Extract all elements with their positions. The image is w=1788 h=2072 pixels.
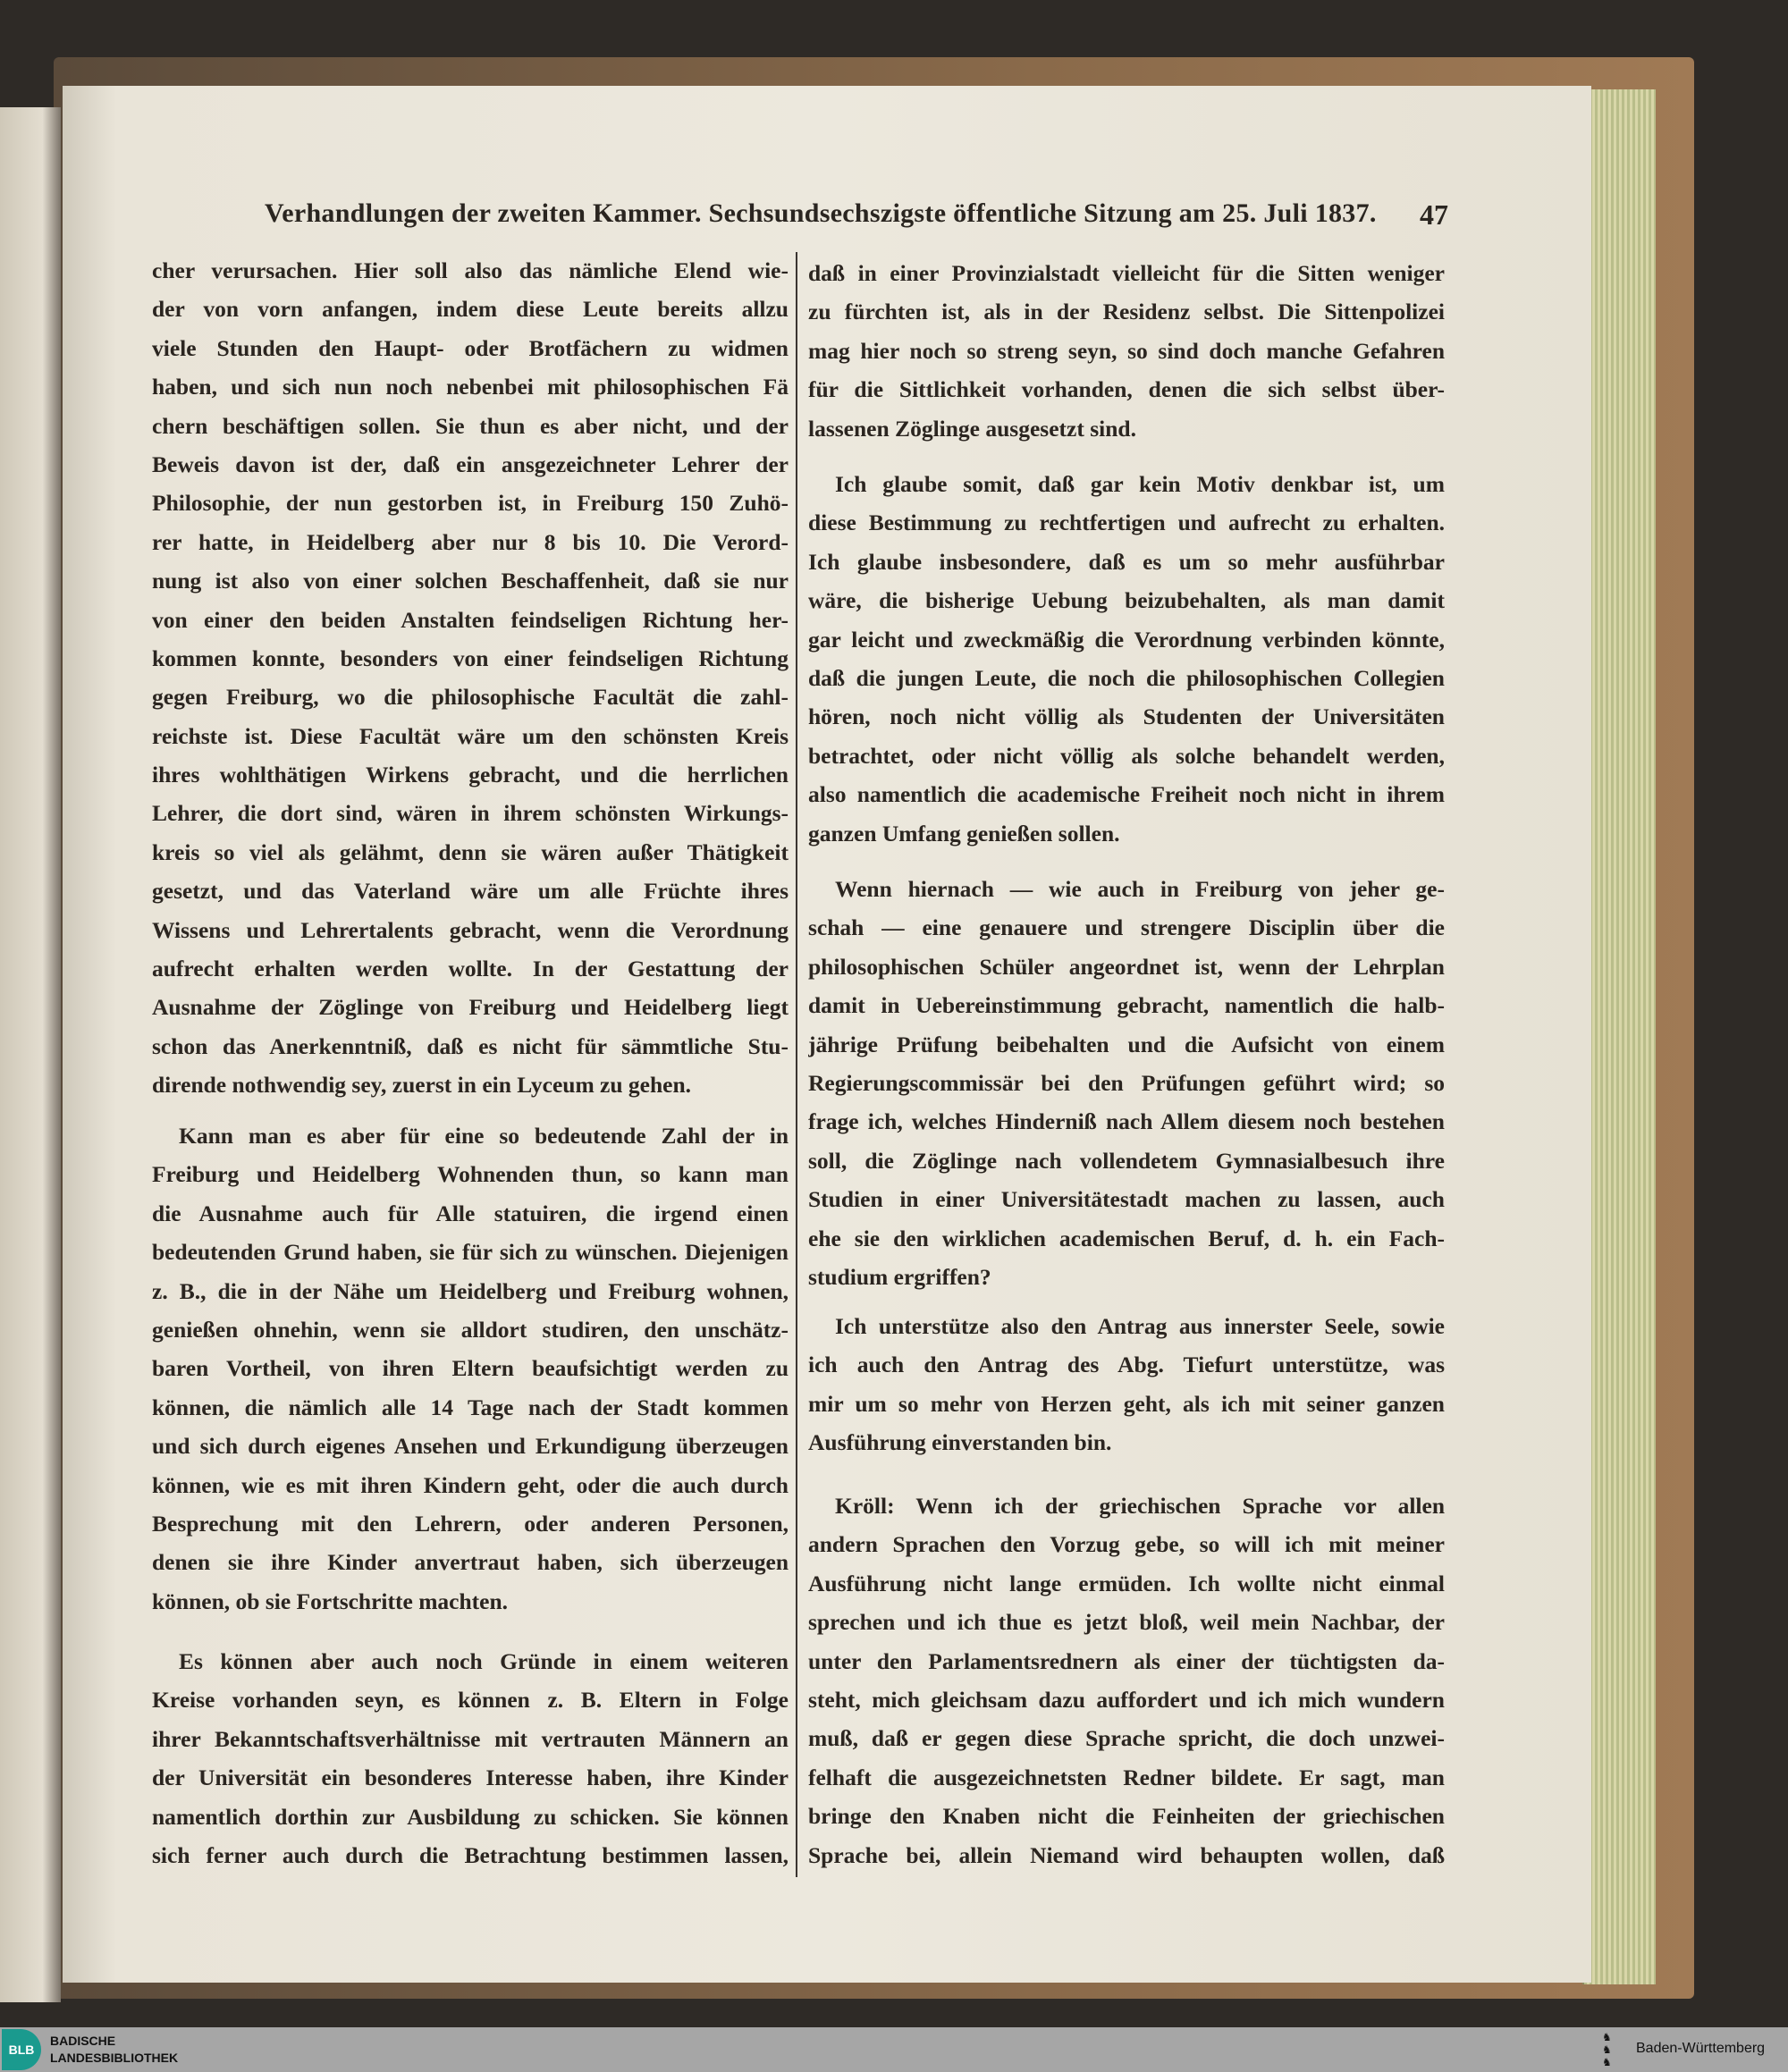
text-line: für die Sittlichkeit vorhanden, denen die sich selbst über- [808,376,1445,403]
library-name-line-2: LANDESBIBLIOTHEK [50,2051,179,2065]
left-paragraph-2 [152,1116,789,1621]
text-line: Freiburg und Heidelberg Wohnenden thun, so kann man [152,1161,789,1188]
text-line: Kann man es aber für eine so bedeutende Zahl der in [179,1123,789,1149]
right-paragraph-1 [808,254,1445,448]
text-line: Wissens und Lehrertalents gebracht, wenn die Verordnung [152,916,789,943]
text-line: sprechen und ich thue es jetzt bloß, weil mein Nachbar, der [808,1609,1445,1636]
library-name [50,2033,178,2067]
text-line: namentlich dorthin zur Ausbildung zu schicken. Sie können [152,1803,789,1830]
text-line: Ausführung nicht lange ermüden. Ich wollte nicht einmal [808,1570,1445,1596]
text-line: können, wie es mit ihren Kindern geht, oder die auch durch [152,1471,789,1498]
text-line: der Universität ein besonderes Interesse haben, ihre Kinder [152,1765,789,1791]
right-paragraph-3 [808,870,1445,1296]
text-line: kreis so viel als gelähmt, denn sie wären außer Thätigkeit [152,838,789,865]
text-line: diese Bestimmung zu rechtfertigen und aufrecht zu erhalten. [808,510,1445,536]
text-line: viele Stunden den Haupt- oder Brotfächern zu widmen [152,334,789,361]
text-line: denen sie ihre Kinder anvertraut haben, sich überzeugen [152,1549,789,1576]
text-line: Ausnahme der Zöglinge von Freiburg und Heidelberg liegt [152,994,789,1021]
text-line: Regierungscommissär bei den Prüfungen geführt wird; so [808,1069,1445,1096]
text-line: bedeutenden Grund haben, sie für sich zu wünschen. Diejenigen [152,1239,789,1266]
text-line: Kröll: Wenn ich der griechischen Sprache vor allen [835,1493,1445,1519]
text-line: kommen konnte, besonders von einer feindseligen Richtung [152,644,789,671]
facing-page-edge [0,107,61,2002]
text-line: die Ausnahme auch für Alle statuiren, die irgend einen [152,1200,789,1226]
text-line: damit in Uebereinstimmung gebracht, namentlich die halb- [808,992,1445,1019]
text-line: mag hier noch so streng seyn, so sind doch manche Gefahren [808,337,1445,364]
text-line: schah — eine genauere und strengere Disciplin über die [808,914,1445,941]
text-line: ehe sie den wirklichen academischen Beruf, d. h. ein Fach- [808,1225,1445,1251]
text-line: sich ferner auch durch die Betrachtung bestimmen lassen, [152,1841,789,1868]
text-line: genießen ohnehin, wenn sie alldort studiren, den unschätz- [152,1316,789,1343]
running-title: Verhandlungen der zweiten Kammer. Sechsundsechszigste öffentliche Sitzung am 25. Juli 1837. [265,198,1377,228]
text-line: Es können aber auch noch Gründe in einem weiteren [179,1648,789,1674]
text-line: von einer den beiden Anstalten feindseligen Richtung her- [152,606,789,633]
text-line: Sprache bei, allein Niemand wird behaupten wollen, daß [808,1841,1445,1868]
library-name-line-1: BADISCHE [50,2034,116,2048]
text-line: aufrecht erhalten werden wollte. In der Gestattung der [152,956,789,982]
text-line: daß in einer Provinzialstadt vielleicht für die Sitten weniger [808,260,1445,286]
text-line: Wenn hiernach — wie auch in Freiburg von jeher ge- [835,876,1445,902]
column-divider [796,252,797,1877]
text-line: bringe den Knaben nicht die Feinheiten der griechischen [808,1803,1445,1830]
text-line: andern Sprachen den Vorzug gebe, so will ich mit meiner [808,1531,1445,1558]
text-line: studium ergriffen? [808,1263,991,1290]
text-line: Kreise vorhanden seyn, es können z. B. Eltern in Folge [152,1687,789,1714]
page-number: 47 [1420,198,1448,231]
text-line: ihrer Bekanntschaftsverhältnisse mit vertrauten Männern an [152,1725,789,1752]
text-line: z. B., die in der Nähe um Heidelberg und Freiburg wohnen, [152,1277,789,1304]
footer-bar [0,2027,1788,2072]
text-line: Beweis davon ist der, daß ein ansgezeichneter Lehrer der [152,451,789,477]
text-line: Lehrer, die dort sind, wären in ihrem schönsten Wirkungs- [152,800,789,827]
left-paragraph-3 [152,1642,789,1874]
text-line: Studien in einer Universitätestadt machen zu lassen, auch [808,1186,1445,1213]
right-paragraph-5 [808,1487,1445,1874]
text-line: daß die jungen Leute, die noch die philosophischen Collegien [808,664,1445,691]
text-line: philosophischen Schüler angeordnet ist, wenn der Lehrplan [808,953,1445,980]
text-line: gegen Freiburg, wo die philosophische Facultät die zahl- [152,684,789,711]
text-line: reichste ist. Diese Facultät wäre um den schönsten Kreis [152,722,789,749]
text-line: gesetzt, und das Vaterland wäre um alle Früchte ihres [152,878,789,905]
text-line: der von vorn anfangen, indem diese Leute bereits allzu [152,296,789,323]
text-line: hören, noch nicht völlig als Studenten der Universitäten [808,703,1445,730]
text-line: wäre, die bisherige Uebung beizubehalten, als man damit [808,587,1445,614]
text-line: schon das Anerkenntniß, daß es nicht für sämmtliche Stu- [152,1032,789,1059]
text-line: dirende nothwendig sey, zuerst in ein Lyceum zu gehen. [152,1072,692,1099]
text-line: felhaft die ausgezeichnetsten Redner bildete. Er sagt, man [808,1764,1445,1790]
text-line: jährige Prüfung beibehalten und die Aufsicht von einem [808,1031,1445,1057]
text-line: Ich unterstütze also den Antrag aus innerster Seele, sowie [835,1313,1445,1339]
text-line: baren Vortheil, von ihren Eltern beaufsichtigt werden zu [152,1355,789,1382]
text-line: haben, und sich nun noch nebenbei mit philosophischen Fä [152,374,789,400]
left-paragraph-1 [152,251,789,1105]
text-line: steht, mich gleichsam dazu auffordert und ich mich wundern [808,1686,1445,1713]
right-paragraph-4 [808,1307,1445,1462]
text-line: soll, die Zöglinge nach vollendetem Gymnasialbesuch ihre [808,1147,1445,1174]
text-line: können, ob sie Fortschritte machten. [152,1588,509,1614]
text-line: Philosophie, der nun gestorben ist, in Freiburg 150 Zuhö- [152,490,789,517]
text-line: ganzen Umfang genießen sollen. [808,820,1120,846]
text-line: Besprechung mit den Lehrern, oder anderen Personen, [152,1510,789,1537]
text-line: nung ist also von einer solchen Beschaffenheit, daß sie nur [152,568,789,594]
text-line: Ausführung einverstanden bin. [808,1429,1112,1456]
text-line: unter den Parlamentsrednern als einer der tüchtigsten da- [808,1647,1445,1674]
text-line: können, die nämlich alle 14 Tage nach der Stadt kommen [152,1394,789,1420]
text-line: ihres wohlthätigen Wirkens gebracht, und die herrlichen [152,762,789,788]
text-line: mir um so mehr von Herzen geht, als ich mit seiner ganzen [808,1390,1445,1417]
state-name[interactable]: Baden-Württemberg [1636,2041,1766,2056]
text-line: lassenen Zöglinge ausgesetzt sind. [808,415,1136,442]
text-line: ich auch den Antrag des Abg. Tiefurt unterstütze, was [808,1352,1445,1378]
text-line: betrachtet, oder nicht völlig als solche behandelt werden, [808,742,1445,769]
text-line: also namentlich die academische Freiheit noch nicht in ihrem [808,781,1445,808]
text-line: cher verursachen. Hier soll also das nämliche Elend wie- [152,257,789,283]
text-line: rer hatte, in Heidelberg aber nur 8 bis 10. Die Verord- [152,528,789,555]
text-line: chern beschäftigen sollen. Sie thun es aber nicht, und der [152,412,789,439]
text-line: Ich glaube somit, daß gar kein Motiv denkbar ist, um [835,471,1445,497]
text-line: muß, daß er gegen diese Sprache spricht, die doch unzwei- [808,1725,1445,1752]
page-edges [1582,89,1656,1984]
text-line: zu fürchten ist, als in der Residenz selbst. Die Sittenpolizei [808,299,1445,325]
text-line: und sich durch eigenes Ansehen und Erkundigung überzeugen [152,1433,789,1460]
state-lions-icon: ♞ ♞ ♞ [1602,2031,1612,2068]
text-line: Ich glaube insbesondere, daß es um so mehr ausführbar [808,548,1445,575]
text-line: frage ich, welches Hinderniß nach Allem diesem noch bestehen [808,1108,1445,1135]
text-line: gar leicht und zweckmäßig die Verordnung verbinden könnte, [808,626,1445,653]
right-paragraph-2 [808,465,1445,853]
blb-logo[interactable]: BLB [2,2029,41,2070]
